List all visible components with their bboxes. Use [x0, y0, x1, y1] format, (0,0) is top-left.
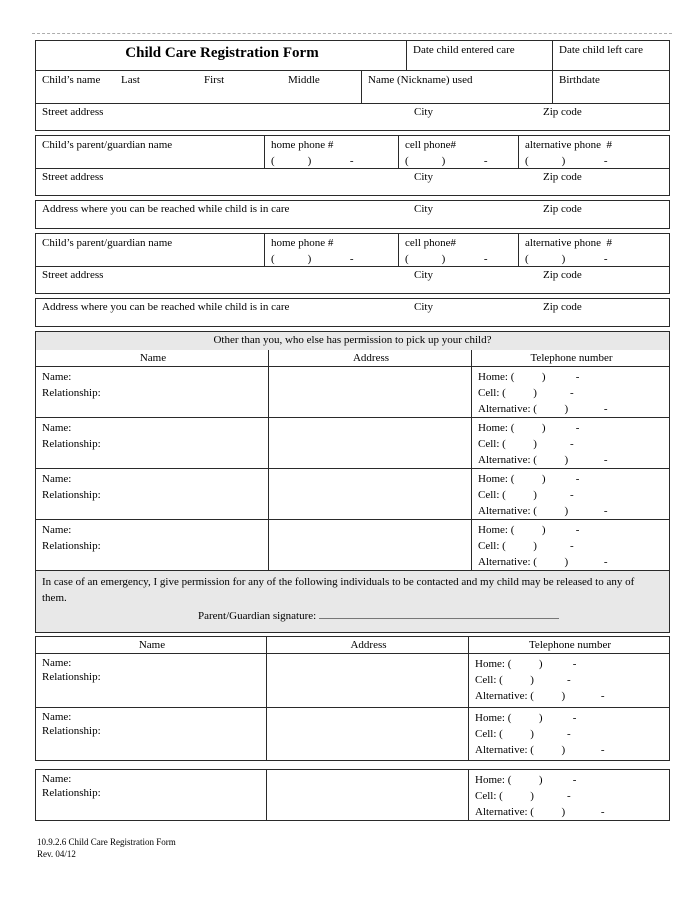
phone-blank: ( ) -: [271, 253, 354, 265]
child-name-row: [36, 70, 669, 103]
guardian-2-phone-row: [36, 234, 669, 266]
pickup-row-2: [36, 417, 669, 468]
last-name-label: Last: [121, 74, 140, 86]
document-footer: [37, 836, 176, 860]
guardian-1-home-phone-field: [264, 136, 398, 168]
relationship-label: Relationship:: [42, 671, 101, 683]
signature-label: Parent/Guardian signature:: [198, 610, 317, 622]
guardian-2-street-address-row: [36, 266, 669, 293]
contact-address-cell: [268, 469, 471, 519]
guardian-1-phone-row: [36, 136, 669, 168]
home-phone-line: Home: ( ) -: [478, 422, 580, 434]
pickup-row-1: [36, 366, 669, 417]
cell-phone-line: Cell: ( ) -: [478, 438, 574, 450]
pickup-row-4: [36, 519, 669, 570]
contact-name-cell: [36, 418, 268, 468]
relationship-label: Relationship:: [42, 489, 101, 501]
guardian-1-section: [35, 135, 670, 196]
zip-code-label: Zip code: [543, 203, 582, 215]
pickup-question-banner: Other than you, who else has permission to pick up your child?: [36, 332, 669, 350]
contact-name-cell: [36, 770, 266, 820]
contact-address-cell: [268, 520, 471, 570]
street-address-label: Street address: [42, 106, 104, 118]
contact-address-cell: [268, 418, 471, 468]
contact-telephone-cell: [468, 770, 669, 820]
first-name-label: First: [204, 74, 225, 86]
guardian-1-reached-row: [36, 201, 669, 228]
phone-blank: ( ) -: [405, 155, 488, 167]
emergency-contacts-table: [35, 636, 670, 761]
contact-address-cell: [268, 367, 471, 417]
cell-phone-line: Cell: ( ) -: [478, 489, 574, 501]
emergency-permission-section: [35, 570, 670, 633]
phone-blank: ( ) -: [405, 253, 488, 265]
zip-code-label: Zip code: [543, 301, 582, 313]
phone-blank: ( ) -: [271, 155, 354, 167]
home-phone-line: Home: ( ) -: [475, 712, 577, 724]
date-entered-care-field: Date child entered care: [406, 41, 552, 70]
contact-name-cell: [36, 469, 268, 519]
guardian-2-section: [35, 233, 670, 294]
column-header-name: Name: [139, 352, 167, 364]
contact-address-cell: [266, 654, 468, 707]
cell-phone-label: cell phone#: [405, 237, 457, 249]
contact-telephone-cell: [471, 520, 669, 570]
pickup-table: [35, 331, 670, 571]
reached-address-label: Address where you can be reached while child is in care: [42, 203, 290, 215]
guardian-2-alt-phone-field: [518, 234, 669, 266]
header-section: [35, 40, 670, 131]
child-care-registration-form: [35, 40, 670, 825]
nickname-field: Name (Nickname) used: [361, 71, 552, 103]
child-name-field: [36, 71, 361, 103]
alternative-phone-label: alternative phone #: [525, 139, 613, 151]
relationship-label: Relationship:: [42, 725, 101, 737]
child-street-address-row: [36, 103, 669, 130]
date-left-care-field: Date child left care: [552, 41, 669, 70]
contact-telephone-cell: [471, 367, 669, 417]
signature-row: [42, 608, 659, 622]
name-label: Name:: [42, 371, 72, 383]
middle-name-label: Middle: [288, 74, 320, 86]
contact-name-cell: [36, 367, 268, 417]
guardian-2-name-field: Child’s parent/guardian name: [42, 237, 173, 249]
home-phone-line: Home: ( ) -: [475, 658, 577, 670]
name-label: Name:: [42, 773, 72, 785]
column-header-name: Name: [138, 639, 166, 651]
zip-code-label: Zip code: [543, 269, 582, 281]
name-label: Name:: [42, 711, 72, 723]
cell-phone-line: Cell: ( ) -: [475, 674, 571, 686]
contact-name-cell: [36, 708, 266, 760]
guardian-1-reached-section: [35, 200, 670, 229]
footer-revision: Rev. 04/12: [37, 849, 76, 859]
contact-name-cell: [36, 654, 266, 707]
contact-address-cell: [266, 770, 468, 820]
column-header-address: Address: [266, 637, 468, 653]
emergency-row-1: [36, 653, 669, 707]
signature-line: [319, 608, 559, 619]
column-header-address: Address: [268, 350, 471, 366]
phone-blank: ( ) -: [525, 155, 608, 167]
name-label: Name:: [42, 657, 72, 669]
emergency-row-2: [36, 707, 669, 760]
footer-form-number: 10.9.2.6 Child Care Registration Form: [37, 837, 176, 847]
title-row: [36, 41, 669, 70]
relationship-label: Relationship:: [42, 387, 101, 399]
guardian-2-reached-section: [35, 298, 670, 327]
cell-phone-line: Cell: ( ) -: [475, 790, 571, 802]
cell-phone-line: Cell: ( ) -: [478, 387, 574, 399]
relationship-label: Relationship:: [42, 787, 101, 799]
emergency-table-header: [36, 637, 669, 653]
cell-phone-line: Cell: ( ) -: [475, 728, 571, 740]
contact-address-cell: [266, 708, 468, 760]
guardian-1-alt-phone-field: [518, 136, 669, 168]
emergency-contacts-table-continued: [35, 769, 670, 821]
city-label: City: [414, 171, 433, 183]
emergency-permission-text: In case of an emergency, I give permission for any of the following individuals to be contacted and my child may be released to any of them.: [42, 576, 635, 604]
zip-code-label: Zip code: [543, 106, 582, 118]
form-title-cell: [36, 41, 406, 70]
relationship-label: Relationship:: [42, 438, 101, 450]
home-phone-line: Home: ( ) -: [478, 473, 580, 485]
column-header-telephone: Telephone number: [471, 350, 669, 366]
page-perforation-line: [32, 33, 672, 34]
name-label: Name:: [42, 473, 72, 485]
name-label: Name:: [42, 422, 72, 434]
alternative-phone-line: Alternative: ( ) -: [475, 744, 605, 756]
phone-blank: ( ) -: [525, 253, 608, 265]
contact-telephone-cell: [468, 708, 669, 760]
home-phone-label: home phone #: [271, 237, 334, 249]
street-address-label: Street address: [42, 269, 104, 281]
alternative-phone-line: Alternative: ( ) -: [475, 806, 605, 818]
guardian-2-home-phone-field: [264, 234, 398, 266]
contact-name-cell: [36, 520, 268, 570]
emergency-row-3: [36, 770, 669, 820]
alternative-phone-line: Alternative: ( ) -: [478, 505, 608, 517]
birthdate-field: Birthdate: [552, 71, 669, 103]
pickup-row-3: [36, 468, 669, 519]
street-address-label: Street address: [42, 171, 104, 183]
home-phone-label: home phone #: [271, 139, 334, 151]
child-name-label: Child’s name: [42, 74, 101, 86]
guardian-1-cell-phone-field: [398, 136, 518, 168]
home-phone-line: Home: ( ) -: [478, 524, 580, 536]
relationship-label: Relationship:: [42, 540, 101, 552]
alternative-phone-line: Alternative: ( ) -: [478, 454, 608, 466]
alternative-phone-line: Alternative: ( ) -: [478, 403, 608, 415]
city-label: City: [414, 106, 433, 118]
contact-telephone-cell: [471, 469, 669, 519]
alternative-phone-label: alternative phone #: [525, 237, 613, 249]
name-label: Name:: [42, 524, 72, 536]
form-title: Child Care Registration Form: [125, 45, 319, 61]
pickup-table-header: [36, 350, 669, 366]
alternative-phone-line: Alternative: ( ) -: [475, 690, 605, 702]
guardian-2-cell-phone-field: [398, 234, 518, 266]
home-phone-line: Home: ( ) -: [478, 371, 580, 383]
alternative-phone-line: Alternative: ( ) -: [478, 556, 608, 568]
zip-code-label: Zip code: [543, 171, 582, 183]
contact-telephone-cell: [468, 654, 669, 707]
column-header-telephone: Telephone number: [468, 637, 669, 653]
home-phone-line: Home: ( ) -: [475, 774, 577, 786]
guardian-1-name-field: Child’s parent/guardian name: [42, 139, 173, 151]
city-label: City: [414, 269, 433, 281]
city-label: City: [414, 301, 433, 313]
contact-telephone-cell: [471, 418, 669, 468]
guardian-2-reached-row: [36, 299, 669, 326]
cell-phone-label: cell phone#: [405, 139, 457, 151]
reached-address-label: Address where you can be reached while child is in care: [42, 301, 290, 313]
cell-phone-line: Cell: ( ) -: [478, 540, 574, 552]
guardian-1-street-address-row: [36, 168, 669, 195]
city-label: City: [414, 203, 433, 215]
